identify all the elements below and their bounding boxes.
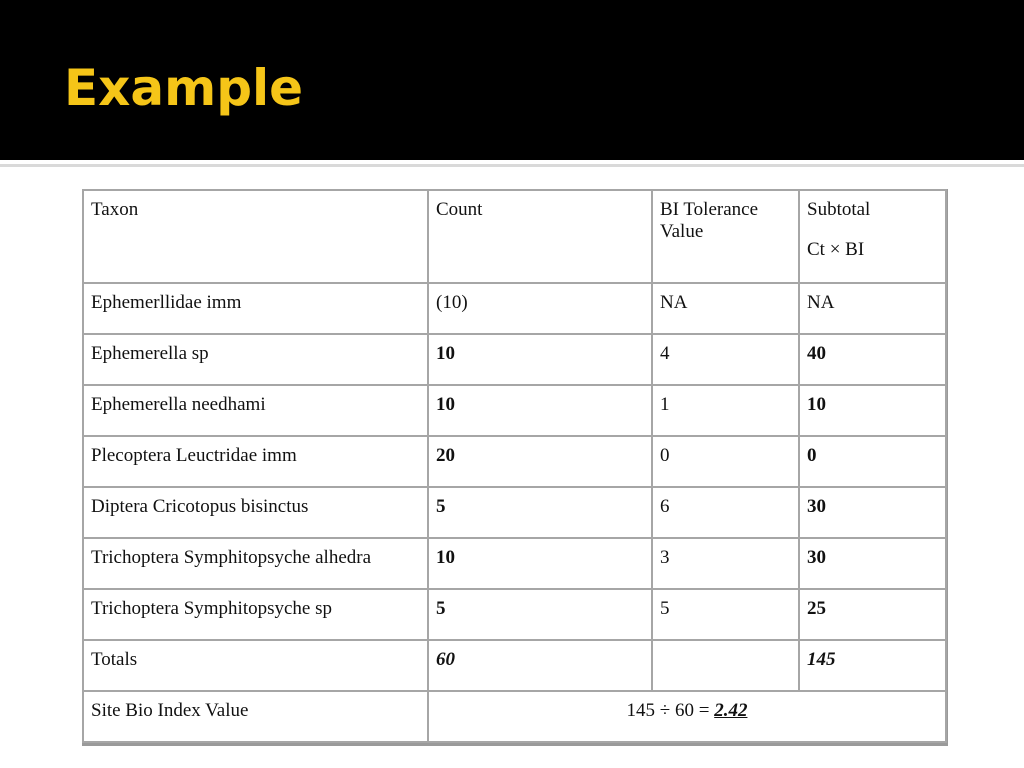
subtotal-cell: NA	[799, 283, 946, 334]
totals-label: Totals	[83, 640, 428, 691]
bio-index-table	[82, 189, 947, 743]
bi-cell: 4	[652, 334, 799, 385]
title-divider	[0, 164, 1024, 167]
site-index-calculation	[428, 691, 946, 742]
totals-row	[83, 640, 946, 691]
site-index-result: 2.42	[714, 700, 748, 721]
table-row	[83, 385, 946, 436]
taxon-cell: Trichoptera Symphitopsyche alhedra	[83, 538, 428, 589]
subtotal-cell: 30	[799, 487, 946, 538]
subtotal-cell: 30	[799, 538, 946, 589]
header-count: Count	[428, 190, 652, 283]
count-cell: 10	[428, 334, 652, 385]
count-cell: (10)	[428, 283, 652, 334]
header-bi-tolerance: BI Tolerance Value	[652, 190, 799, 283]
bi-cell: 5	[652, 589, 799, 640]
table-row	[83, 487, 946, 538]
slide-title: Example	[64, 59, 304, 117]
bi-cell: 0	[652, 436, 799, 487]
header-subtotal-label: Subtotal	[807, 199, 871, 220]
table-row	[83, 283, 946, 334]
bi-cell: 6	[652, 487, 799, 538]
count-cell: 20	[428, 436, 652, 487]
subtotal-cell: 10	[799, 385, 946, 436]
subtotal-cell: 0	[799, 436, 946, 487]
bio-index-table-container	[82, 189, 948, 746]
header-taxon: Taxon	[83, 190, 428, 283]
totals-subtotal: 145	[799, 640, 946, 691]
subtotal-cell: 25	[799, 589, 946, 640]
site-index-row	[83, 691, 946, 742]
count-cell: 5	[428, 589, 652, 640]
taxon-cell: Ephemerllidae imm	[83, 283, 428, 334]
table-row	[83, 436, 946, 487]
count-cell: 10	[428, 385, 652, 436]
taxon-cell: Plecoptera Leuctridae imm	[83, 436, 428, 487]
table-row	[83, 589, 946, 640]
count-cell: 10	[428, 538, 652, 589]
title-band	[0, 0, 1024, 160]
header-subtotal	[799, 190, 946, 283]
header-subtotal-formula: Ct × BI	[807, 239, 865, 260]
count-cell: 5	[428, 487, 652, 538]
subtotal-cell: 40	[799, 334, 946, 385]
taxon-cell: Ephemerella needhami	[83, 385, 428, 436]
bi-cell: NA	[652, 283, 799, 334]
site-index-formula: 145 ÷ 60 =	[626, 700, 715, 721]
totals-count: 60	[428, 640, 652, 691]
bi-cell: 1	[652, 385, 799, 436]
totals-bi	[652, 640, 799, 691]
taxon-cell: Diptera Cricotopus bisinctus	[83, 487, 428, 538]
table-header-row	[83, 190, 946, 283]
bi-cell: 3	[652, 538, 799, 589]
taxon-cell: Ephemerella sp	[83, 334, 428, 385]
table-row	[83, 334, 946, 385]
site-index-label: Site Bio Index Value	[83, 691, 428, 742]
table-row	[83, 538, 946, 589]
taxon-cell: Trichoptera Symphitopsyche sp	[83, 589, 428, 640]
